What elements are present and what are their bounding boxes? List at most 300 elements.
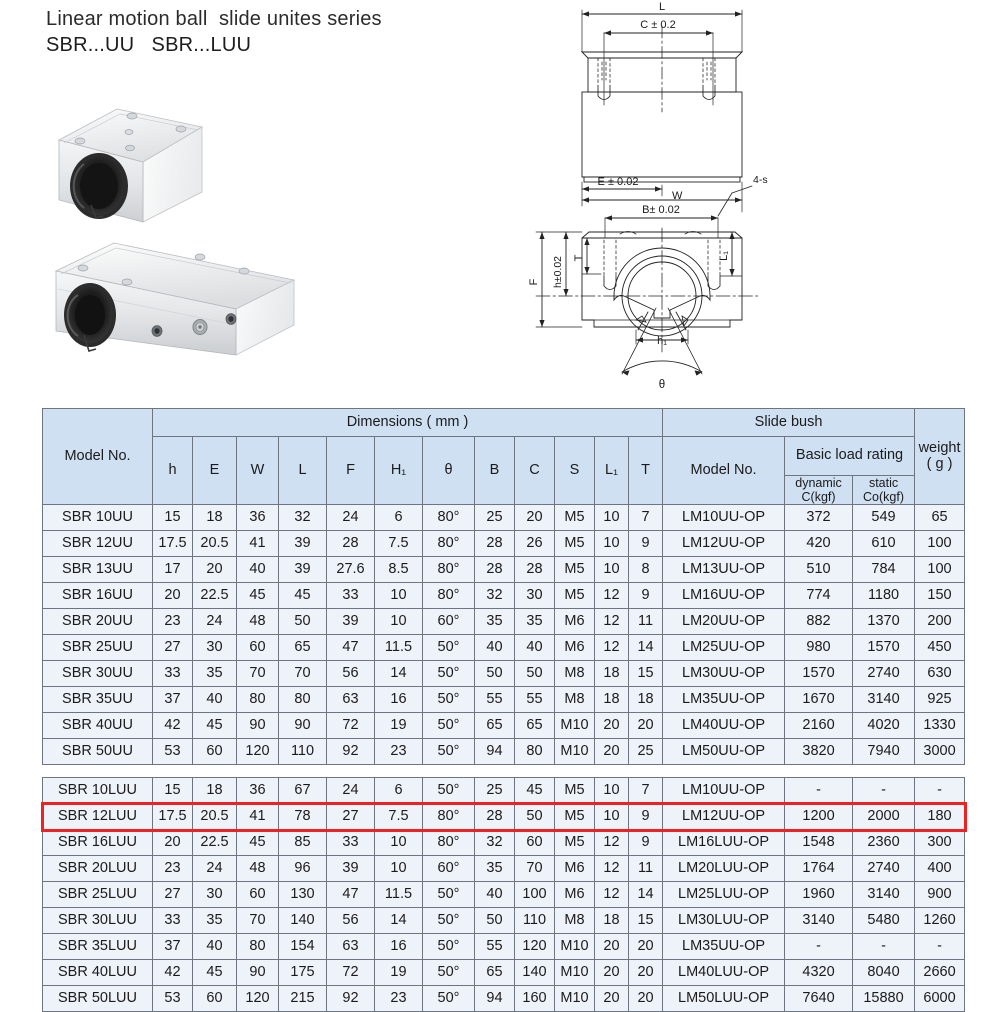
title-line-1: Linear motion ball slide unites series [46, 8, 382, 30]
cell-bush: LM16UU-OP [663, 583, 785, 609]
header-dim-L: L [279, 437, 327, 505]
cell-sta: 610 [853, 531, 915, 557]
cell-theta: 80° [423, 531, 475, 557]
cell-wt: 900 [915, 882, 965, 908]
cell-C: 100 [515, 882, 555, 908]
cell-bush: LM25LUU-OP [663, 882, 785, 908]
table-row [43, 882, 965, 908]
cell-wt: 400 [915, 856, 965, 882]
title-line-2: SBR...UU SBR...LUU [46, 34, 252, 57]
cell-B: 28 [475, 557, 515, 583]
cell-C: 70 [515, 856, 555, 882]
cell-E: 20.5 [193, 531, 237, 557]
cell-H1: 8.5 [375, 557, 423, 583]
cell-wt: 1330 [915, 713, 965, 739]
cell-theta: 50° [423, 908, 475, 934]
table-body-luu [43, 778, 965, 1012]
cell-W: 90 [237, 713, 279, 739]
cell-T: 11 [629, 856, 663, 882]
cell-sta: 15880 [853, 986, 915, 1012]
cell-C: 28 [515, 557, 555, 583]
drawing-label-4s: 4-s [753, 174, 768, 186]
cell-F: 28 [327, 531, 375, 557]
cell-h: 53 [153, 986, 193, 1012]
cell-L1: 20 [595, 986, 629, 1012]
table-row [43, 804, 965, 830]
cell-E: 24 [193, 856, 237, 882]
cell-model-no: SBR 25LUU [43, 882, 153, 908]
cell-S: M5 [555, 505, 595, 531]
cell-model-no: SBR 35LUU [43, 934, 153, 960]
cell-H1: 7.5 [375, 804, 423, 830]
cell-E: 18 [193, 778, 237, 804]
cell-sta: - [853, 934, 915, 960]
header-dim-E: E [193, 437, 237, 505]
cell-sta: 1180 [853, 583, 915, 609]
cell-model-no: SBR 20LUU [43, 856, 153, 882]
cell-dyn: 1764 [785, 856, 853, 882]
cell-H1: 11.5 [375, 635, 423, 661]
cell-bush: LM50UU-OP [663, 739, 785, 765]
cell-W: 90 [237, 960, 279, 986]
cell-sta: 3140 [853, 882, 915, 908]
cell-model-no: SBR 12UU [43, 531, 153, 557]
cell-bush: LM10UU-OP [663, 505, 785, 531]
cell-h: 37 [153, 687, 193, 713]
header-static-unit: Co(kgf) [863, 490, 905, 504]
cell-L: 215 [279, 986, 327, 1012]
cell-L: 67 [279, 778, 327, 804]
cell-theta: 50° [423, 713, 475, 739]
cell-bush: LM12UU-OP [663, 804, 785, 830]
cell-F: 24 [327, 778, 375, 804]
cell-C: 35 [515, 609, 555, 635]
cell-dyn: 1200 [785, 804, 853, 830]
cell-H1: 19 [375, 713, 423, 739]
cell-B: 35 [475, 609, 515, 635]
table-row [43, 830, 965, 856]
cell-S: M6 [555, 856, 595, 882]
cell-h: 27 [153, 882, 193, 908]
cell-bush: LM20UU-OP [663, 609, 785, 635]
cell-S: M5 [555, 557, 595, 583]
cell-L1: 10 [595, 557, 629, 583]
cell-dyn: 372 [785, 505, 853, 531]
cell-B: 94 [475, 986, 515, 1012]
drawing-label-theta: θ [658, 379, 666, 391]
technical-drawing [470, 0, 790, 392]
cell-C: 40 [515, 635, 555, 661]
cell-H1: 10 [375, 583, 423, 609]
cell-W: 45 [237, 830, 279, 856]
cell-E: 20.5 [193, 804, 237, 830]
header-slide-bush: Slide bush [663, 409, 915, 437]
sbr-uu-block-photo [50, 100, 300, 230]
cell-wt: 925 [915, 687, 965, 713]
cell-dyn: 420 [785, 531, 853, 557]
cell-F: 39 [327, 856, 375, 882]
cell-E: 20 [193, 557, 237, 583]
cell-B: 40 [475, 882, 515, 908]
cell-L1: 20 [595, 713, 629, 739]
cell-bush: LM40LUU-OP [663, 960, 785, 986]
cell-L1: 10 [595, 804, 629, 830]
cell-dyn: 1670 [785, 687, 853, 713]
cell-C: 20 [515, 505, 555, 531]
cell-B: 25 [475, 505, 515, 531]
cell-sta: 1370 [853, 609, 915, 635]
cell-C: 160 [515, 986, 555, 1012]
cell-h: 42 [153, 713, 193, 739]
cell-sta: 784 [853, 557, 915, 583]
cell-model-no: SBR 20UU [43, 609, 153, 635]
cell-model-no: SBR 10LUU [43, 778, 153, 804]
cell-theta: 80° [423, 557, 475, 583]
cell-B: 55 [475, 687, 515, 713]
cell-L1: 20 [595, 960, 629, 986]
header-dimensions: Dimensions ( mm ) [153, 409, 663, 437]
cell-bush: LM30UU-OP [663, 661, 785, 687]
cell-C: 50 [515, 661, 555, 687]
header-dynamic-label: dynamic [795, 476, 842, 490]
cell-E: 45 [193, 960, 237, 986]
header-dim-S: S [555, 437, 595, 505]
cell-h: 17.5 [153, 804, 193, 830]
cell-T: 7 [629, 505, 663, 531]
cell-C: 120 [515, 934, 555, 960]
header-static-label: static [868, 476, 899, 490]
cell-S: M10 [555, 934, 595, 960]
cell-L: 154 [279, 934, 327, 960]
cell-L1: 20 [595, 934, 629, 960]
cell-model-no: SBR 16UU [43, 583, 153, 609]
cell-C: 140 [515, 960, 555, 986]
drawing-label-W: W [672, 190, 683, 202]
cell-L: 45 [279, 583, 327, 609]
cell-theta: 80° [423, 804, 475, 830]
cell-B: 65 [475, 713, 515, 739]
cell-T: 25 [629, 739, 663, 765]
cell-E: 30 [193, 882, 237, 908]
cell-W: 60 [237, 882, 279, 908]
cell-B: 40 [475, 635, 515, 661]
cell-S: M6 [555, 635, 595, 661]
cell-H1: 10 [375, 830, 423, 856]
cell-H1: 6 [375, 505, 423, 531]
cell-L1: 12 [595, 856, 629, 882]
cell-dyn: 1548 [785, 830, 853, 856]
table-row [43, 856, 965, 882]
cell-sta: 1570 [853, 635, 915, 661]
cell-H1: 16 [375, 687, 423, 713]
cell-sta: 2000 [853, 804, 915, 830]
cell-h: 37 [153, 934, 193, 960]
cell-C: 110 [515, 908, 555, 934]
cell-C: 26 [515, 531, 555, 557]
cell-T: 20 [629, 713, 663, 739]
cell-S: M6 [555, 609, 595, 635]
cell-H1: 16 [375, 934, 423, 960]
cell-W: 60 [237, 635, 279, 661]
cell-T: 20 [629, 934, 663, 960]
cell-B: 32 [475, 583, 515, 609]
cell-E: 40 [193, 934, 237, 960]
header-dim-W: W [237, 437, 279, 505]
header-dim-H1: H₁ [375, 437, 423, 505]
cell-E: 60 [193, 986, 237, 1012]
cell-T: 15 [629, 661, 663, 687]
drawing-label-h: h±0.02 [552, 255, 564, 289]
header-basic-load-rating: Basic load rating [785, 437, 915, 476]
cell-H1: 11.5 [375, 882, 423, 908]
cell-model-no: SBR 30LUU [43, 908, 153, 934]
cell-E: 60 [193, 739, 237, 765]
cell-B: 25 [475, 778, 515, 804]
cell-W: 41 [237, 531, 279, 557]
table-body-uu [43, 505, 965, 765]
cell-dyn: 2160 [785, 713, 853, 739]
cell-sta: 2360 [853, 830, 915, 856]
cell-S: M5 [555, 583, 595, 609]
header-row-sub [43, 437, 965, 476]
cell-L: 65 [279, 635, 327, 661]
cell-L1: 18 [595, 661, 629, 687]
cell-F: 72 [327, 960, 375, 986]
cell-model-no: SBR 13UU [43, 557, 153, 583]
cell-wt: 300 [915, 830, 965, 856]
header-dim-T: T [629, 437, 663, 505]
cell-F: 24 [327, 505, 375, 531]
table-row [43, 986, 965, 1012]
cell-L: 78 [279, 804, 327, 830]
table-row [43, 778, 965, 804]
cell-h: 20 [153, 583, 193, 609]
cell-L: 90 [279, 713, 327, 739]
header-dim-h: h [153, 437, 193, 505]
drawing-label-C: C ± 0.2 [640, 19, 676, 31]
cell-dyn: - [785, 778, 853, 804]
table-row [43, 635, 965, 661]
cell-F: 63 [327, 934, 375, 960]
gap-row [43, 765, 965, 778]
cell-S: M8 [555, 661, 595, 687]
cell-sta: 549 [853, 505, 915, 531]
drawing-label-L: L [658, 1, 666, 13]
cell-H1: 23 [375, 739, 423, 765]
cell-sta: 8040 [853, 960, 915, 986]
cell-F: 92 [327, 986, 375, 1012]
cell-T: 9 [629, 583, 663, 609]
cell-T: 8 [629, 557, 663, 583]
cell-S: M5 [555, 778, 595, 804]
cell-bush: LM40UU-OP [663, 713, 785, 739]
cell-bush: LM35UU-OP [663, 687, 785, 713]
cell-dyn: 4320 [785, 960, 853, 986]
cell-T: 9 [629, 830, 663, 856]
cell-C: 80 [515, 739, 555, 765]
table-row [43, 908, 965, 934]
cell-L1: 12 [595, 609, 629, 635]
cell-E: 30 [193, 635, 237, 661]
header-dim-B: B [475, 437, 515, 505]
cell-W: 120 [237, 739, 279, 765]
cell-F: 47 [327, 635, 375, 661]
cell-model-no: SBR 50LUU [43, 986, 153, 1012]
cell-bush: LM12UU-OP [663, 531, 785, 557]
cell-L1: 12 [595, 583, 629, 609]
cell-sta: 7940 [853, 739, 915, 765]
cell-F: 33 [327, 583, 375, 609]
drawing-label-B: B± 0.02 [642, 204, 680, 216]
table-row [43, 661, 965, 687]
cell-W: 36 [237, 778, 279, 804]
cell-theta: 50° [423, 882, 475, 908]
cell-E: 24 [193, 609, 237, 635]
cell-wt: 630 [915, 661, 965, 687]
header-static [853, 476, 915, 505]
cell-model-no: SBR 10UU [43, 505, 153, 531]
cell-F: 56 [327, 908, 375, 934]
cell-L1: 10 [595, 778, 629, 804]
cell-wt: 450 [915, 635, 965, 661]
cell-T: 20 [629, 960, 663, 986]
cell-bush: LM13UU-OP [663, 557, 785, 583]
cell-H1: 7.5 [375, 531, 423, 557]
cell-W: 45 [237, 583, 279, 609]
cell-S: M5 [555, 830, 595, 856]
table-header [43, 409, 965, 505]
cell-W: 41 [237, 804, 279, 830]
cell-h: 17 [153, 557, 193, 583]
cell-bush: LM35UU-OP [663, 934, 785, 960]
cell-H1: 23 [375, 986, 423, 1012]
cell-model-no: SBR 25UU [43, 635, 153, 661]
cell-theta: 80° [423, 583, 475, 609]
product-photos [30, 95, 460, 385]
cell-L1: 12 [595, 830, 629, 856]
cell-F: 47 [327, 882, 375, 908]
cell-dyn: 980 [785, 635, 853, 661]
cell-bush: LM20LUU-OP [663, 856, 785, 882]
cell-L1: 18 [595, 908, 629, 934]
cell-sta: 3140 [853, 687, 915, 713]
cell-H1: 14 [375, 908, 423, 934]
cell-E: 45 [193, 713, 237, 739]
cell-S: M6 [555, 882, 595, 908]
cell-dyn: 882 [785, 609, 853, 635]
cell-F: 72 [327, 713, 375, 739]
cell-F: 27.6 [327, 557, 375, 583]
cell-E: 22.5 [193, 583, 237, 609]
cell-model-no: SBR 50UU [43, 739, 153, 765]
cell-S: M8 [555, 687, 595, 713]
cell-wt: 6000 [915, 986, 965, 1012]
header-dynamic [785, 476, 853, 505]
cell-W: 80 [237, 687, 279, 713]
cell-L: 39 [279, 531, 327, 557]
cell-L: 39 [279, 557, 327, 583]
cell-E: 40 [193, 687, 237, 713]
cell-L: 50 [279, 609, 327, 635]
drawing-label-h1: h₁ [657, 335, 667, 347]
cell-W: 48 [237, 609, 279, 635]
cell-dyn: 510 [785, 557, 853, 583]
cell-T: 7 [629, 778, 663, 804]
header-dim-theta: θ [423, 437, 475, 505]
specification-table-wrap [42, 408, 961, 1012]
cell-E: 22.5 [193, 830, 237, 856]
cell-theta: 50° [423, 960, 475, 986]
drawing-label-E: E ± 0.02 [597, 176, 639, 188]
cell-W: 80 [237, 934, 279, 960]
cell-sta: 5480 [853, 908, 915, 934]
cell-h: 17.5 [153, 531, 193, 557]
table-row [43, 557, 965, 583]
table-row [43, 609, 965, 635]
cell-theta: 50° [423, 778, 475, 804]
cell-L1: 12 [595, 882, 629, 908]
cell-bush: LM25UU-OP [663, 635, 785, 661]
table-row [43, 713, 965, 739]
cell-T: 18 [629, 687, 663, 713]
cell-H1: 10 [375, 609, 423, 635]
cell-bush: LM30LUU-OP [663, 908, 785, 934]
cell-wt: 200 [915, 609, 965, 635]
cell-wt: 2660 [915, 960, 965, 986]
header-dim-C: C [515, 437, 555, 505]
cell-E: 35 [193, 908, 237, 934]
cell-wt: - [915, 778, 965, 804]
cell-S: M10 [555, 713, 595, 739]
cell-model-no: SBR 16LUU [43, 830, 153, 856]
cell-T: 14 [629, 882, 663, 908]
cell-model-no: SBR 40UU [43, 713, 153, 739]
cell-wt: 3000 [915, 739, 965, 765]
cell-L: 96 [279, 856, 327, 882]
cell-W: 40 [237, 557, 279, 583]
table-row [43, 960, 965, 986]
cell-H1: 19 [375, 960, 423, 986]
header-weight-label: weight [918, 439, 961, 456]
table-row [43, 505, 965, 531]
cell-theta: 80° [423, 505, 475, 531]
cell-wt: 65 [915, 505, 965, 531]
cell-F: 39 [327, 609, 375, 635]
cell-S: M8 [555, 908, 595, 934]
cell-sta: - [853, 778, 915, 804]
cell-S: M10 [555, 986, 595, 1012]
cell-C: 60 [515, 830, 555, 856]
table-row [43, 687, 965, 713]
cell-h: 42 [153, 960, 193, 986]
cell-L1: 10 [595, 505, 629, 531]
cell-S: M5 [555, 804, 595, 830]
cell-B: 65 [475, 960, 515, 986]
table-section-gap [43, 765, 965, 778]
cell-h: 23 [153, 856, 193, 882]
cell-model-no: SBR 35UU [43, 687, 153, 713]
cell-B: 32 [475, 830, 515, 856]
cell-wt: 100 [915, 557, 965, 583]
cell-B: 50 [475, 661, 515, 687]
cell-theta: 50° [423, 986, 475, 1012]
cell-W: 70 [237, 908, 279, 934]
cell-T: 9 [629, 531, 663, 557]
cell-h: 33 [153, 908, 193, 934]
cell-h: 15 [153, 505, 193, 531]
table-row [43, 531, 965, 557]
header-dim-L1: L₁ [595, 437, 629, 505]
